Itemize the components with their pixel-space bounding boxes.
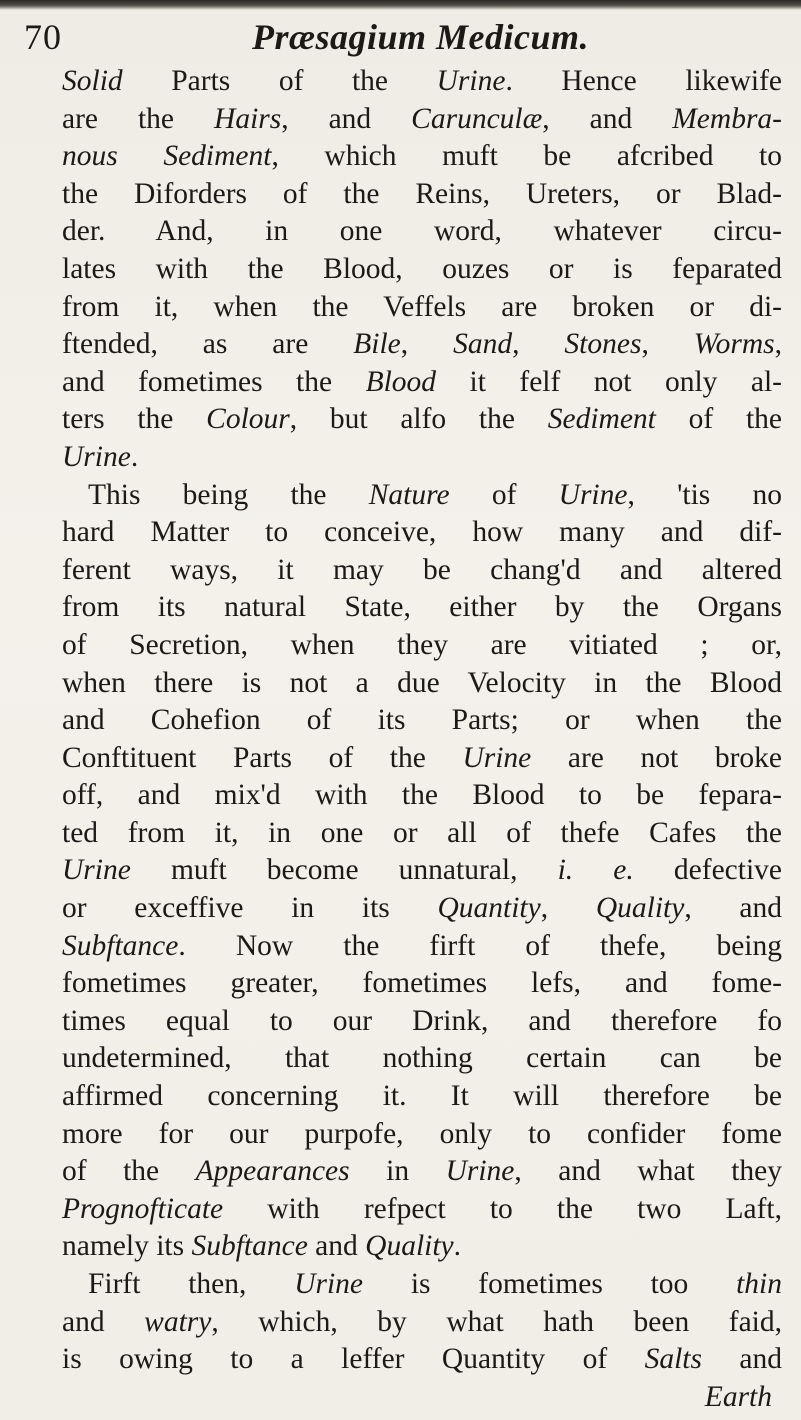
text-line bbox=[62, 702, 782, 740]
text-run: , and bbox=[684, 892, 783, 925]
text-line bbox=[62, 1153, 782, 1191]
italic-run: i. e. bbox=[557, 854, 634, 887]
text-line bbox=[62, 477, 782, 515]
text-run: fometimes greater, fometimes lefs, and fome- bbox=[62, 967, 782, 1000]
text-run: , bbox=[641, 328, 694, 361]
text-run: from its natural State, either by the Organs bbox=[62, 591, 782, 624]
italic-run: Urine bbox=[294, 1268, 364, 1300]
italic-run: Appearances bbox=[195, 1155, 350, 1188]
italic-run: Subftance bbox=[62, 929, 179, 962]
text-run: and Cohefion of its Parts; or when the bbox=[62, 704, 782, 737]
italic-run: Urine bbox=[436, 65, 506, 97]
text-run: namely its bbox=[62, 1230, 192, 1263]
text-run: defective bbox=[633, 854, 783, 887]
italic-run: Urine bbox=[445, 1155, 515, 1188]
text-run: of the bbox=[655, 403, 782, 436]
italic-run: Stones bbox=[564, 328, 642, 361]
text-line bbox=[62, 965, 782, 1003]
text-run: , and bbox=[542, 102, 673, 135]
text-line bbox=[62, 1228, 782, 1266]
text-line bbox=[62, 176, 782, 214]
text-run: , and what they bbox=[514, 1155, 782, 1188]
text-run: affirmed concerning it. It will therefore be bbox=[62, 1080, 782, 1113]
text-run: , which, by what hath been faid, bbox=[211, 1305, 783, 1338]
text-run: This being the bbox=[88, 478, 369, 511]
text-run: with refpect to the two Laft, bbox=[223, 1192, 782, 1225]
text-line bbox=[62, 514, 782, 552]
italic-run: Colour bbox=[206, 403, 290, 436]
text-line bbox=[62, 589, 782, 627]
text-line bbox=[62, 1040, 782, 1078]
text-run: hard Matter to conceive, how many and dif- bbox=[62, 516, 782, 549]
text-line bbox=[62, 326, 782, 364]
text-run: and bbox=[701, 1343, 782, 1376]
text-line bbox=[62, 815, 782, 853]
text-run: ters the bbox=[62, 403, 207, 436]
italic-run: Quantity bbox=[437, 892, 541, 925]
text-run: of the bbox=[62, 1155, 196, 1188]
text-run: in bbox=[349, 1155, 446, 1188]
text-run: it felf not only al- bbox=[436, 365, 782, 398]
text-line bbox=[62, 101, 782, 139]
italic-run: Prognofticate bbox=[62, 1192, 224, 1225]
text-run: , bbox=[400, 328, 454, 361]
text-run: . Now the firft of thefe, being bbox=[178, 929, 782, 962]
text-run: is fometimes too bbox=[363, 1268, 737, 1300]
text-run: from it, when the Veffels are broken or di- bbox=[62, 290, 782, 323]
italic-run: Sand bbox=[453, 328, 513, 361]
text-run: and bbox=[62, 1305, 145, 1338]
text-run: the Diforders of the Reins, Ureters, or Blad- bbox=[62, 177, 782, 210]
italic-run: Worms bbox=[693, 328, 775, 361]
italic-run: Hairs bbox=[214, 102, 282, 135]
italic-run: Membra- bbox=[672, 102, 783, 135]
text-run: ferent ways, it may be chang'd and altered bbox=[62, 553, 782, 586]
italic-run: Urine bbox=[62, 440, 131, 473]
text-run: . bbox=[130, 440, 139, 473]
page-number: 70 bbox=[24, 17, 62, 57]
text-run: when there is not a due Velocity in the Blood bbox=[62, 666, 782, 699]
text-run: , 'tis no bbox=[627, 478, 782, 511]
text-line bbox=[62, 1304, 782, 1342]
italic-run: Blood bbox=[365, 365, 437, 398]
text-line bbox=[62, 890, 782, 928]
italic-run: Carunculæ bbox=[411, 102, 543, 135]
text-line bbox=[62, 777, 782, 815]
text-run: , which muft be afcribed to bbox=[271, 140, 782, 173]
text-run: , but alfo the bbox=[289, 403, 548, 436]
page-header bbox=[0, 12, 801, 60]
italic-run: thin bbox=[736, 1268, 782, 1300]
text-line bbox=[62, 852, 782, 890]
text-line bbox=[62, 552, 782, 590]
text-line bbox=[62, 251, 782, 289]
text-line bbox=[62, 1341, 782, 1379]
text-line bbox=[62, 138, 782, 176]
text-line bbox=[62, 401, 782, 439]
text-run: and bbox=[307, 1230, 366, 1263]
body-text bbox=[62, 63, 782, 1416]
text-run: of bbox=[449, 478, 559, 511]
text-line bbox=[62, 928, 782, 966]
italic-run: Earth bbox=[704, 1380, 772, 1413]
italic-run: Quality bbox=[365, 1230, 454, 1263]
italic-run: Subftance bbox=[191, 1230, 308, 1263]
italic-run: Salts bbox=[644, 1343, 702, 1376]
text-run: . bbox=[453, 1230, 462, 1263]
text-line bbox=[62, 1078, 782, 1116]
text-run: is owing to a leffer Quantity of bbox=[62, 1343, 645, 1376]
text-line bbox=[62, 364, 782, 402]
text-line bbox=[62, 1116, 782, 1154]
italic-run: watry bbox=[144, 1305, 212, 1338]
text-run: Firft then, bbox=[88, 1268, 295, 1300]
text-line bbox=[62, 439, 782, 477]
text-line bbox=[62, 665, 782, 703]
text-run: of Secretion, when they are vitiated ; or, bbox=[62, 628, 782, 661]
text-line bbox=[62, 1266, 782, 1304]
italic-run: Bile bbox=[353, 328, 401, 361]
text-line bbox=[62, 627, 782, 665]
text-run: ftended, as are bbox=[62, 328, 354, 361]
text-run: undetermined, that nothing certain can be bbox=[62, 1042, 782, 1075]
text-run: more for our purpofe, only to confider fome bbox=[62, 1117, 782, 1150]
text-run: off, and mix'd with the Blood to be fepara- bbox=[62, 779, 782, 812]
text-run: are not broke bbox=[531, 741, 782, 774]
text-run: or exceffive in its bbox=[62, 892, 438, 925]
running-head: Præsagium Medicum. bbox=[251, 17, 590, 57]
text-run: , bbox=[512, 328, 565, 361]
text-line bbox=[62, 1379, 782, 1417]
text-line bbox=[62, 1003, 782, 1041]
italic-run: nous Sediment bbox=[62, 140, 272, 173]
text-run: . Hence likewife bbox=[505, 65, 782, 97]
italic-run: Urine bbox=[462, 741, 532, 774]
text-run: Conftituent Parts of the bbox=[62, 741, 463, 774]
text-run: lates with the Blood, ouzes or is feparated bbox=[62, 252, 782, 285]
italic-run: Nature bbox=[368, 478, 450, 511]
text-run: Parts of the bbox=[122, 65, 437, 97]
text-run: der. And, in one word, whatever circu- bbox=[62, 215, 782, 248]
text-run: , bbox=[540, 892, 596, 925]
italic-run: Solid bbox=[62, 65, 123, 97]
text-run: and fometimes the bbox=[62, 365, 366, 398]
text-run: , bbox=[774, 328, 783, 361]
text-run: are the bbox=[62, 102, 215, 135]
italic-run: Urine bbox=[558, 478, 628, 511]
text-run: ted from it, in one or all of thefe Cafes the bbox=[62, 816, 782, 849]
text-line bbox=[62, 289, 782, 327]
text-run: muft become unnatural, bbox=[130, 854, 558, 887]
italic-run: Quality bbox=[595, 892, 685, 925]
italic-run: Urine bbox=[62, 854, 131, 887]
text-line bbox=[62, 213, 782, 251]
text-line bbox=[62, 63, 782, 101]
text-line bbox=[62, 740, 782, 778]
italic-run: Sediment bbox=[547, 403, 656, 436]
text-line bbox=[62, 1191, 782, 1229]
text-run: , and bbox=[281, 102, 412, 135]
text-run: times equal to our Drink, and therefore fo bbox=[62, 1004, 782, 1037]
page-top-edge bbox=[0, 0, 801, 10]
